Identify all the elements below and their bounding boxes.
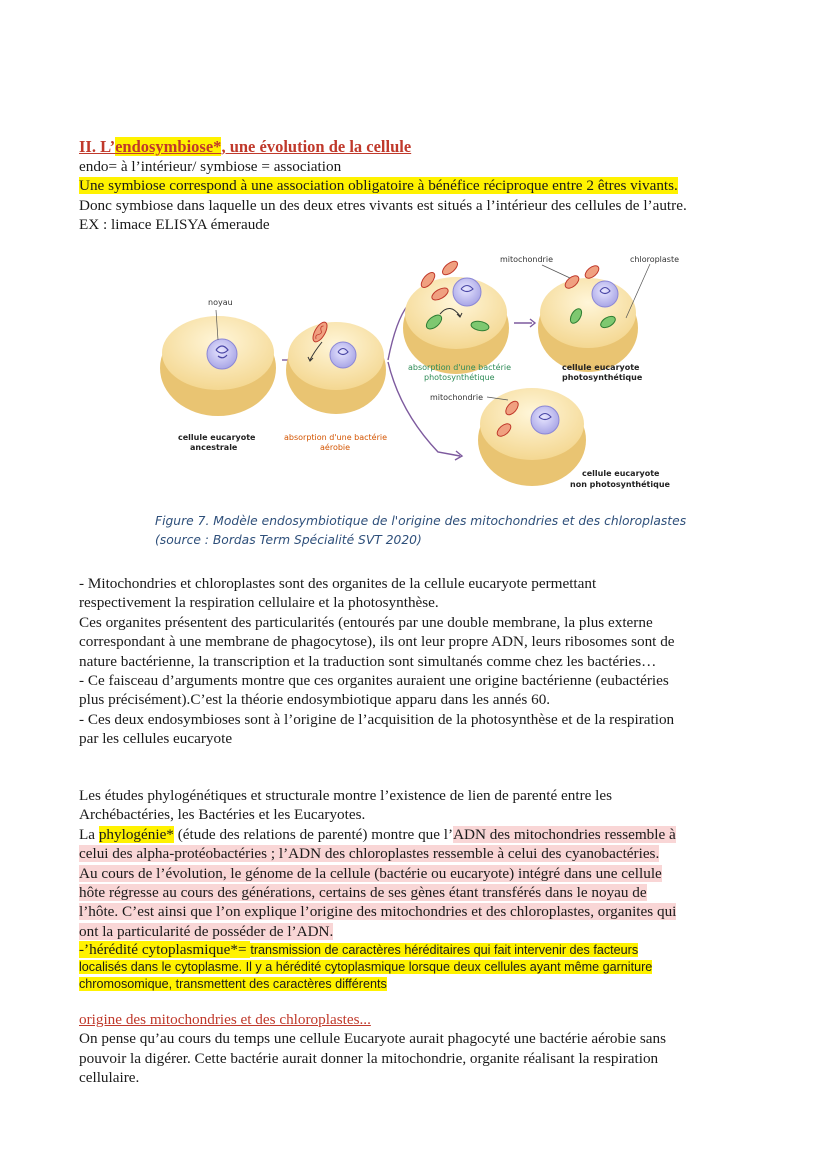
phylo-line-8: ont la particularité de posséder de l’ADN. (79, 922, 334, 940)
caption-line-1: Figure 7. Modèle endosymbiotique de l'origine des mitochondries et des chloroplastes (155, 514, 687, 528)
figure-caption (155, 512, 715, 550)
endosymbiosis-figure (150, 250, 690, 500)
organites-line-7: plus précisément).C’est la théorie endosymbiotique apparu dans les annés 60. (79, 691, 551, 709)
nucleus-icon (207, 339, 237, 369)
section-origine (79, 1010, 759, 1088)
phylo-line-2: Archébactéries, les Bactéries et les Eucaryotes. (79, 806, 366, 824)
organites-line-8: - Ces deux endosymbioses sont à l’origine de l’acquisition de la photosynthèse et de la respiration (79, 710, 675, 728)
label-ancestrale-1: cellule eucaryote (178, 433, 256, 442)
symbiose-definition: Une symbiose correspond à une association obligatoire à bénéfice réciproque entre 2 êtres vivants. (79, 177, 678, 195)
definition-line: endo= à l’intérieur/ symbiose = association (79, 158, 342, 175)
organites-line-4: correspondant à une membrane de phagocytose), ils ont leur propre ADN, leurs ribosomes sont de (79, 633, 675, 651)
organites-line-1: - Mitochondries et chloroplastes sont des organites de la cellule eucaryote permettant (79, 575, 597, 592)
phylo-line-1: Les études phylogénétiques et structurale montre l’existence de lien de parenté entre les (79, 787, 613, 804)
label-photo-2: photosynthétique (562, 373, 643, 382)
organites-line-3: Ces organites présentent des particularités (entourés par une double membrane, la plus externe (79, 613, 653, 631)
organites-line-5: nature bactérienne, la transcription et la traduction sont simultanés comme chez les bactéries… (79, 652, 657, 670)
label-mitochondrie-mid: mitochondrie (430, 393, 483, 402)
section-title (79, 136, 749, 157)
section-endosymbiose (79, 136, 749, 235)
title-keyword: endosymbiose* (115, 137, 222, 156)
label-ancestrale-2: ancestrale (190, 443, 238, 452)
cell-absorption-aerobie (284, 320, 387, 452)
origine-line-3: cellulaire. (79, 1069, 140, 1087)
label-noyau: noyau (208, 298, 233, 307)
cell-absorption-photo (403, 259, 511, 382)
organites-line-9: par les cellules eucaryote (79, 730, 233, 748)
organites-line-2: respectivement la respiration cellulaire et la photosynthèse. (79, 594, 439, 612)
phylogenie-keyword: phylogénie* (98, 825, 174, 843)
label-nonphoto-1: cellule eucaryote (582, 469, 660, 478)
label-absorption-photo-2: photosynthétique (424, 373, 495, 382)
label-nonphoto-2: non photosynthétique (570, 480, 670, 489)
example-line: EX : limace ELISYA émeraude (79, 216, 270, 234)
label-absorption-aerobie-1: absorption d'une bactérie (284, 433, 388, 442)
origine-line-2: pouvoir la digérer. Cette bactérie aurait donner la mitochondrie, organite réalisant la respiration (79, 1049, 659, 1067)
phylo-line-6: hôte régresse au cours des générations, certains de ses gènes étant transférés dans le noyau de (79, 884, 647, 902)
label-mitochondrie-top: mitochondrie (500, 255, 553, 264)
phylo-line-4: celui des alpha-protéobactéries ; l’ADN des chloroplastes ressemble à celui des cyanobactéries. (79, 845, 660, 863)
title-prefix: II. L’ (79, 137, 116, 156)
cell-non-photosynthetic (430, 388, 671, 489)
organites-line-6: - Ce faisceau d’arguments montre que ces organites auraient une origine bactérienne (eubactéries (79, 672, 669, 690)
section-phylogenie (79, 786, 759, 993)
section-organites (79, 574, 759, 749)
heredite-line-1: -’hérédité cytoplasmique*= transmission de caractères héréditaires qui fait intervenir des facteurs (79, 941, 639, 959)
label-absorption-photo-1: absorption d'une bactérie (408, 363, 512, 372)
phylo-line-7: l’hôte. C’est ainsi que l’on explique l’origine des mitochondries et des chloroplastes, organites qui (79, 903, 677, 921)
label-absorption-aerobie-2: aérobie (320, 443, 351, 452)
origine-line-1: On pense qu’au cours du temps une cellule Eucaryote aurait phagocyté une bactérie aérobie sans (79, 1030, 667, 1048)
heredite-line-3: chromosomique, transmettent des caractères différents (79, 977, 387, 992)
symbiose-explanation: Donc symbiose dans laquelle un des deux etres vivants est situés a l’intérieur des cellules de l’autre. (79, 196, 687, 214)
phylo-line-3: La phylogénie* (étude des relations de parenté) montre que l’ADN des mitochondries ressemble à (79, 825, 676, 843)
cell-photosynthetic (500, 255, 679, 382)
label-chloroplaste: chloroplaste (630, 255, 680, 264)
title-suffix: , une évolution de la cellule (221, 137, 412, 156)
heredite-line-2: localisés dans le cytoplasme. Il y a hérédité cytoplasmique lorsque deux cellules ayant même garniture (79, 960, 653, 975)
caption-line-2: (source : Bordas Term Spécialité SVT 2020) (155, 533, 422, 547)
cell-ancestral (160, 298, 276, 452)
label-photo-1: cellule eucaryote (562, 363, 640, 372)
phylo-line-5: Au cours de l’évolution, le génome de la cellule (bactérie ou eucaryote) intégré dans une cellule (79, 864, 662, 882)
heredite-term: -’hérédité cytoplasmique*= (79, 941, 251, 959)
origine-subtitle: origine des mitochondries et des chloroplastes... (79, 1011, 371, 1028)
